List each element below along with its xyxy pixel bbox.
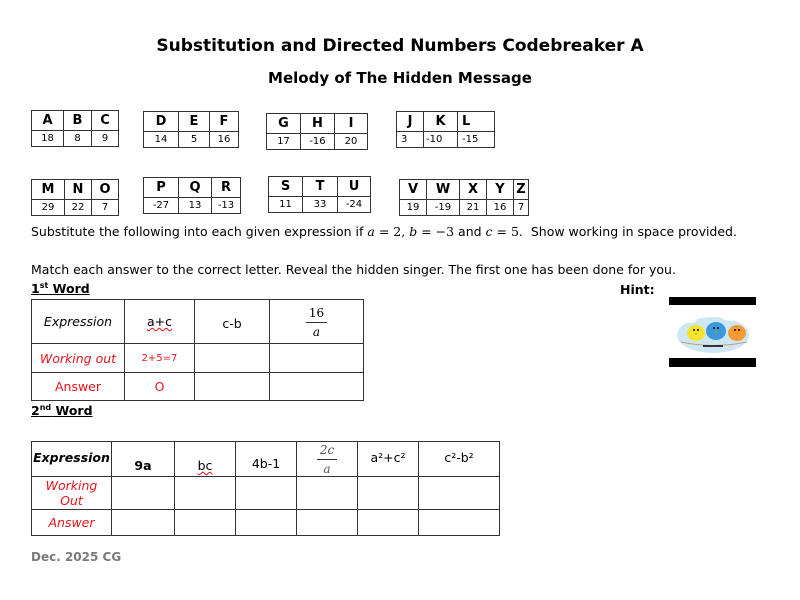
code-value: -13: [212, 198, 241, 214]
word1-label-sup: st: [39, 281, 49, 290]
code-letter: O: [92, 180, 119, 200]
code-value: 5: [179, 132, 210, 148]
working-cell[interactable]: 2+5=7: [125, 344, 195, 373]
row-label-expression: Expression: [32, 300, 125, 344]
code-value: 7: [514, 200, 529, 216]
variable-c: c: [485, 224, 493, 239]
word2-label-sup: nd: [39, 403, 52, 412]
code-value: 16: [210, 132, 239, 148]
word1-label-text: Word: [48, 281, 90, 297]
word2-label-text: Word: [51, 403, 93, 419]
code-value: 9: [92, 131, 119, 147]
value-a: = 2,: [374, 224, 410, 239]
expression-cell: [270, 300, 364, 344]
answer-cell[interactable]: [112, 510, 175, 536]
fraction: [306, 306, 327, 339]
expression-cell: [175, 442, 236, 477]
birds-illustration-icon: [669, 297, 756, 367]
variable-a: a: [367, 224, 375, 239]
answer-cell[interactable]: [358, 510, 419, 536]
word2-label-num: 2: [31, 403, 40, 419]
fraction-denominator: a: [312, 324, 321, 339]
footer-date: Dec. 2025 CG: [31, 550, 122, 564]
row-label-answer: Answer: [32, 373, 125, 401]
working-cell[interactable]: [175, 477, 236, 510]
code-letter: W: [427, 180, 460, 200]
row-label-working-line1: Working: [45, 478, 98, 493]
instruction-substitute: [31, 224, 737, 239]
code-letter: V: [400, 180, 427, 200]
code-table-pqr: [143, 177, 241, 214]
worksheet-subtitle: Melody of The Hidden Message: [268, 69, 532, 87]
code-table-def: [143, 111, 239, 148]
code-letter: C: [92, 111, 119, 131]
word2-label: [31, 403, 93, 418]
expression-cell: a²+c²: [358, 442, 419, 477]
code-letter: D: [144, 112, 179, 132]
code-letter: Y: [487, 180, 514, 200]
row-label-working-line2: Out: [60, 493, 83, 508]
expression-cell: [125, 300, 195, 344]
code-letter: L: [458, 112, 495, 132]
code-letter: U: [338, 177, 371, 197]
code-value: 21: [460, 200, 487, 216]
code-letter: M: [32, 180, 65, 200]
code-value: 3: [397, 132, 424, 148]
code-value: 11: [269, 197, 303, 213]
row-label-working: [32, 477, 112, 510]
code-value: -27: [144, 198, 179, 214]
answer-cell[interactable]: [236, 510, 297, 536]
row-label-expression: Expression: [32, 442, 112, 477]
code-letter: B: [64, 111, 92, 131]
expression-cell: [297, 442, 358, 477]
code-letter: K: [424, 112, 458, 132]
working-cell[interactable]: [270, 344, 364, 373]
working-cell[interactable]: [236, 477, 297, 510]
expression-cell: c²-b²: [419, 442, 500, 477]
fraction-numerator: 2c: [317, 443, 337, 460]
code-value: -15: [458, 132, 495, 148]
code-letter: N: [65, 180, 92, 200]
expression-cell: c-b: [195, 300, 270, 344]
code-table-stu: [268, 176, 371, 213]
code-value: -19: [427, 200, 460, 216]
code-value: 17: [267, 134, 301, 150]
code-value: -10: [424, 132, 458, 148]
code-value: 33: [303, 197, 338, 213]
fraction: [317, 443, 337, 476]
row-label-answer: Answer: [32, 510, 112, 536]
instruction-text: Substitute the following into each given expression if: [31, 224, 368, 239]
instruction-text: Show working in space provided.: [522, 224, 737, 239]
fraction-numerator: 16: [306, 306, 327, 323]
answer-cell[interactable]: [195, 373, 270, 401]
word1-label: [31, 281, 90, 296]
expression-text: bc: [197, 458, 213, 473]
hint-image-three-little-birds: [669, 297, 756, 367]
answer-cell[interactable]: O: [125, 373, 195, 401]
code-letter: R: [212, 178, 241, 198]
code-value: 13: [179, 198, 212, 214]
code-value: 14: [144, 132, 179, 148]
code-value: 8: [64, 131, 92, 147]
code-letter: H: [301, 114, 335, 134]
code-letter: F: [210, 112, 239, 132]
fraction-denominator: a: [323, 462, 331, 476]
answer-cell[interactable]: [175, 510, 236, 536]
code-letter: G: [267, 114, 301, 134]
word2-table: [31, 441, 500, 536]
code-letter: P: [144, 178, 179, 198]
value-c: = 5.: [492, 224, 523, 239]
code-letter: X: [460, 180, 487, 200]
code-value: 20: [335, 134, 368, 150]
working-cell[interactable]: [112, 477, 175, 510]
code-value: 7: [92, 200, 119, 216]
instruction-match: Match each answer to the correct letter. Reveal the hidden singer. The first one has been done for you.: [31, 262, 676, 277]
working-cell[interactable]: [297, 477, 358, 510]
code-letter: A: [32, 111, 64, 131]
code-letter: Z: [514, 180, 529, 200]
row-label-working: Working out: [32, 344, 125, 373]
code-letter: Q: [179, 178, 212, 198]
code-value: 16: [487, 200, 514, 216]
word1-label-num: 1: [31, 281, 40, 297]
word1-table: [31, 299, 364, 401]
code-letter: S: [269, 177, 303, 197]
code-value: -24: [338, 197, 371, 213]
code-letter: J: [397, 112, 424, 132]
answer-cell[interactable]: [419, 510, 500, 536]
code-value: 22: [65, 200, 92, 216]
hint-label: Hint:: [620, 282, 655, 297]
working-cell[interactable]: [419, 477, 500, 510]
answer-cell[interactable]: [270, 373, 364, 401]
code-table-jkl: [396, 111, 495, 148]
code-letter: E: [179, 112, 210, 132]
value-b: = −3: [417, 224, 455, 239]
instruction-text: and: [454, 224, 486, 239]
working-cell[interactable]: [195, 344, 270, 373]
code-value: 18: [32, 131, 64, 147]
worksheet-title: Substitution and Directed Numbers Codebreaker A: [156, 36, 644, 56]
expression-cell: 9a: [112, 442, 175, 477]
code-letter: I: [335, 114, 368, 134]
code-table-mno: [31, 179, 119, 216]
expression-text: a+c: [146, 314, 172, 329]
code-table-abc: [31, 110, 119, 147]
working-cell[interactable]: [358, 477, 419, 510]
code-letter: T: [303, 177, 338, 197]
code-value: 19: [400, 200, 427, 216]
variable-b: b: [409, 224, 418, 239]
code-table-ghi: [266, 113, 368, 150]
code-value: -16: [301, 134, 335, 150]
code-value: 29: [32, 200, 65, 216]
answer-cell[interactable]: [297, 510, 358, 536]
expression-cell: 4b-1: [236, 442, 297, 477]
code-table-vwxyz: [399, 179, 529, 216]
